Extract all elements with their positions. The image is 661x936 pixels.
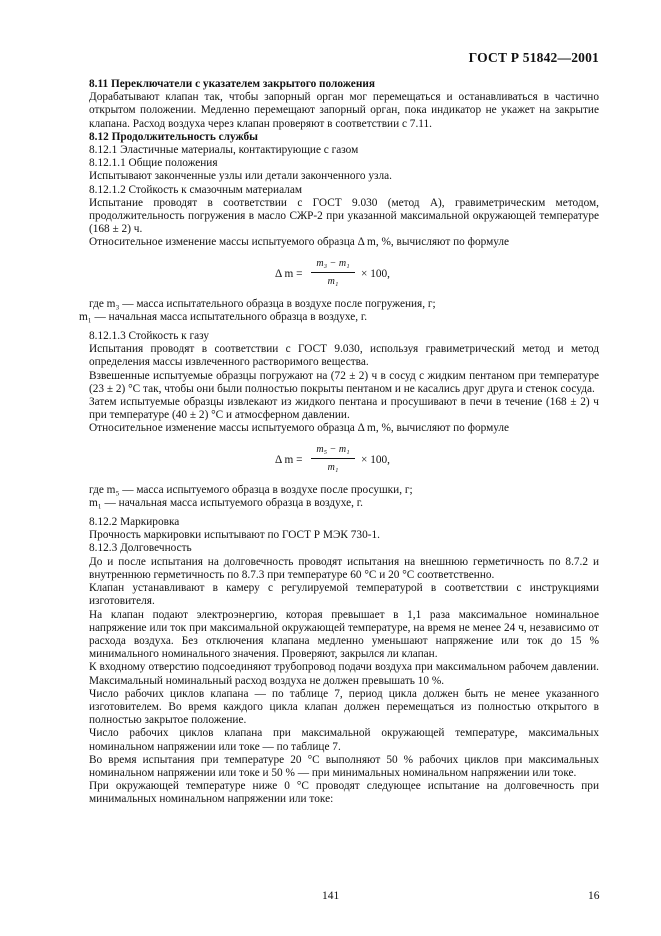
formula-1-rhs: × 100, xyxy=(361,267,390,280)
formula-2 xyxy=(89,438,599,482)
clause-8-12-1-2-text: Испытание проводят в соответствии с ГОСТ 9.030 (метод А), гравиметрическим методом, продолжительность погружения в масло СЖР-2 при указанной максимальной окружающей температуре (168 ± 2) ч. xyxy=(89,196,599,236)
formula-2-intro: Относительное изменение массы испытуемого образца Δ m, %, вычисляют по формуле xyxy=(89,422,510,435)
section-8-11-title: 8.11 Переключатели с указателем закрытого положения xyxy=(89,78,375,90)
section-8-11-text: Дорабатывают клапан так, чтобы запорный орган мог перемещаться и останавливаться в частично открытом положении. Медленно перемещают запорный орган, пока индикатор не укажет на закрытие клапана. Расход воздуха через клапан проверяют в соответствии с 7.11. xyxy=(89,91,599,130)
clause-8-12-3-p7: Во время испытания при температуре 20 °С выполняют 50 % рабочих циклов при максимальных номинальном напряжении или токе и 50 % — при минимальных номинальном напряжении или токе. xyxy=(89,753,599,779)
clause-8-12-1-1: 8.12.1.1 Общие положения xyxy=(89,157,218,170)
formula-2-where-a: где m₅ — масса испытуемого образца в воздухе после просушки, г; xyxy=(89,483,413,496)
clause-8-12-1-3-p2: Взвешенные испытуемые образцы погружают на (72 ± 2) ч в сосуд с жидким пентаном при температуре (23 ± 2) °С так, чтобы они были полностью покрыты пентаном и не касались друг друга и стенок сосуда. xyxy=(89,369,599,395)
clause-8-12-3-p5: Число рабочих циклов клапана — по таблице 7, период цикла должен быть не менее указанного изготовителем. Во время каждого цикла клапан должен перемещаться из полностью открытого в полностью закрытое положение. xyxy=(89,687,599,727)
formula-2-lhs: Δ m = xyxy=(275,453,303,466)
formula-2-rhs: × 100, xyxy=(361,453,390,466)
clause-8-12-1: 8.12.1 Эластичные материалы, контактирующие с газом xyxy=(89,144,359,157)
page-number-center: 141 xyxy=(322,890,340,902)
clause-8-12-3-p1: До и после испытания на долговечность проводят испытания на внешнюю герметичность по 8.7.2 и внутреннюю герметичность по 8.7.3 при температуре 60 °С и 20 °С соответственно. xyxy=(89,555,599,581)
clause-8-12-2: 8.12.2 Маркировка xyxy=(89,516,180,529)
formula-2-where-b: m₁ — начальная масса испытуемого образца в воздухе, г. xyxy=(89,496,363,509)
formula-1-lhs: Δ m = xyxy=(275,267,303,280)
clause-8-12-1-1-text: Испытывают законченные узлы или детали законченного узла. xyxy=(89,170,392,183)
clause-8-12-3-p6: Число рабочих циклов клапана при максимальной окружающей температуре, максимальных номинальном напряжении или токе — по таблице 7. xyxy=(89,727,599,753)
document-body xyxy=(79,78,599,807)
formula-1-fraction xyxy=(311,257,355,288)
formula-1-intro: Относительное изменение массы испытуемого образца Δ m, %, вычисляют по формуле xyxy=(89,236,510,249)
formula-2-denominator: m₁ xyxy=(327,461,339,473)
clause-8-12-3-p8: При окружающей температуре ниже 0 °С проводят следующее испытание на долговечность при минимальных номинальном напряжении или токе: xyxy=(89,780,599,806)
clause-8-12-2-text: Прочность маркировки испытывают по ГОСТ Р МЭК 730-1. xyxy=(89,529,380,542)
standard-header: ГОСТ Р 51842—2001 xyxy=(468,50,599,65)
formula-1-denominator: m₁ xyxy=(327,275,339,287)
clause-8-12-1-2: 8.12.1.2 Стойкость к смазочным материалам xyxy=(89,183,302,196)
formula-2-numerator: m₅ − m₁ xyxy=(311,443,355,459)
clause-8-12-1-3: 8.12.1.3 Стойкость к газу xyxy=(89,330,210,343)
clause-8-12-3-p3: На клапан подают электроэнергию, которая превышает в 1,1 раза максимальное номинальное напряжение или ток при максимальной окружающей температуре, на время не менее 24 ч, независимо от расхода воздуха. Без отключения клапана медленно уменьшают напряжение или ток до 15 % минимального номинального значения. Проверяют, закрылся ли клапан. xyxy=(89,608,599,661)
clause-8-12-3-p2: Клапан устанавливают в камеру с регулируемой температурой в соответствии с инструкциями изготовителя. xyxy=(89,582,599,608)
formula-1-numerator: m₃ − m₁ xyxy=(311,257,355,273)
clause-8-12-1-3-p3: Затем испытуемые образцы извлекают из жидкого пентана и просушивают в печи в течение (168 ± 2) ч при температуре (40 ± 2) °С и атмосферном давлении. xyxy=(89,396,599,422)
page-number-right: 16 xyxy=(588,890,600,902)
formula-1 xyxy=(89,252,599,296)
section-8-12-title: 8.12 Продолжительность службы xyxy=(89,130,258,143)
clause-8-12-3-p4: К входному отверстию подсоединяют трубопровод подачи воздуха при максимальном рабочем давлении. Максимальный номинальный расход воздуха не должен превышать 10 %. xyxy=(89,661,599,687)
clause-8-12-1-3-p1: Испытания проводят в соответствии с ГОСТ 9.030, используя гравиметрический метод и метод определения массы извлеченного растворимого вещества. xyxy=(89,343,599,369)
formula-1-where-b: m₁ — начальная масса испытательного образца в воздухе, г. xyxy=(79,310,368,323)
formula-2-fraction xyxy=(311,443,355,474)
formula-1-where-a: где m₃ — масса испытательного образца в воздухе после погружения, г; xyxy=(89,297,436,310)
clause-8-12-3: 8.12.3 Долговечность xyxy=(89,542,192,555)
